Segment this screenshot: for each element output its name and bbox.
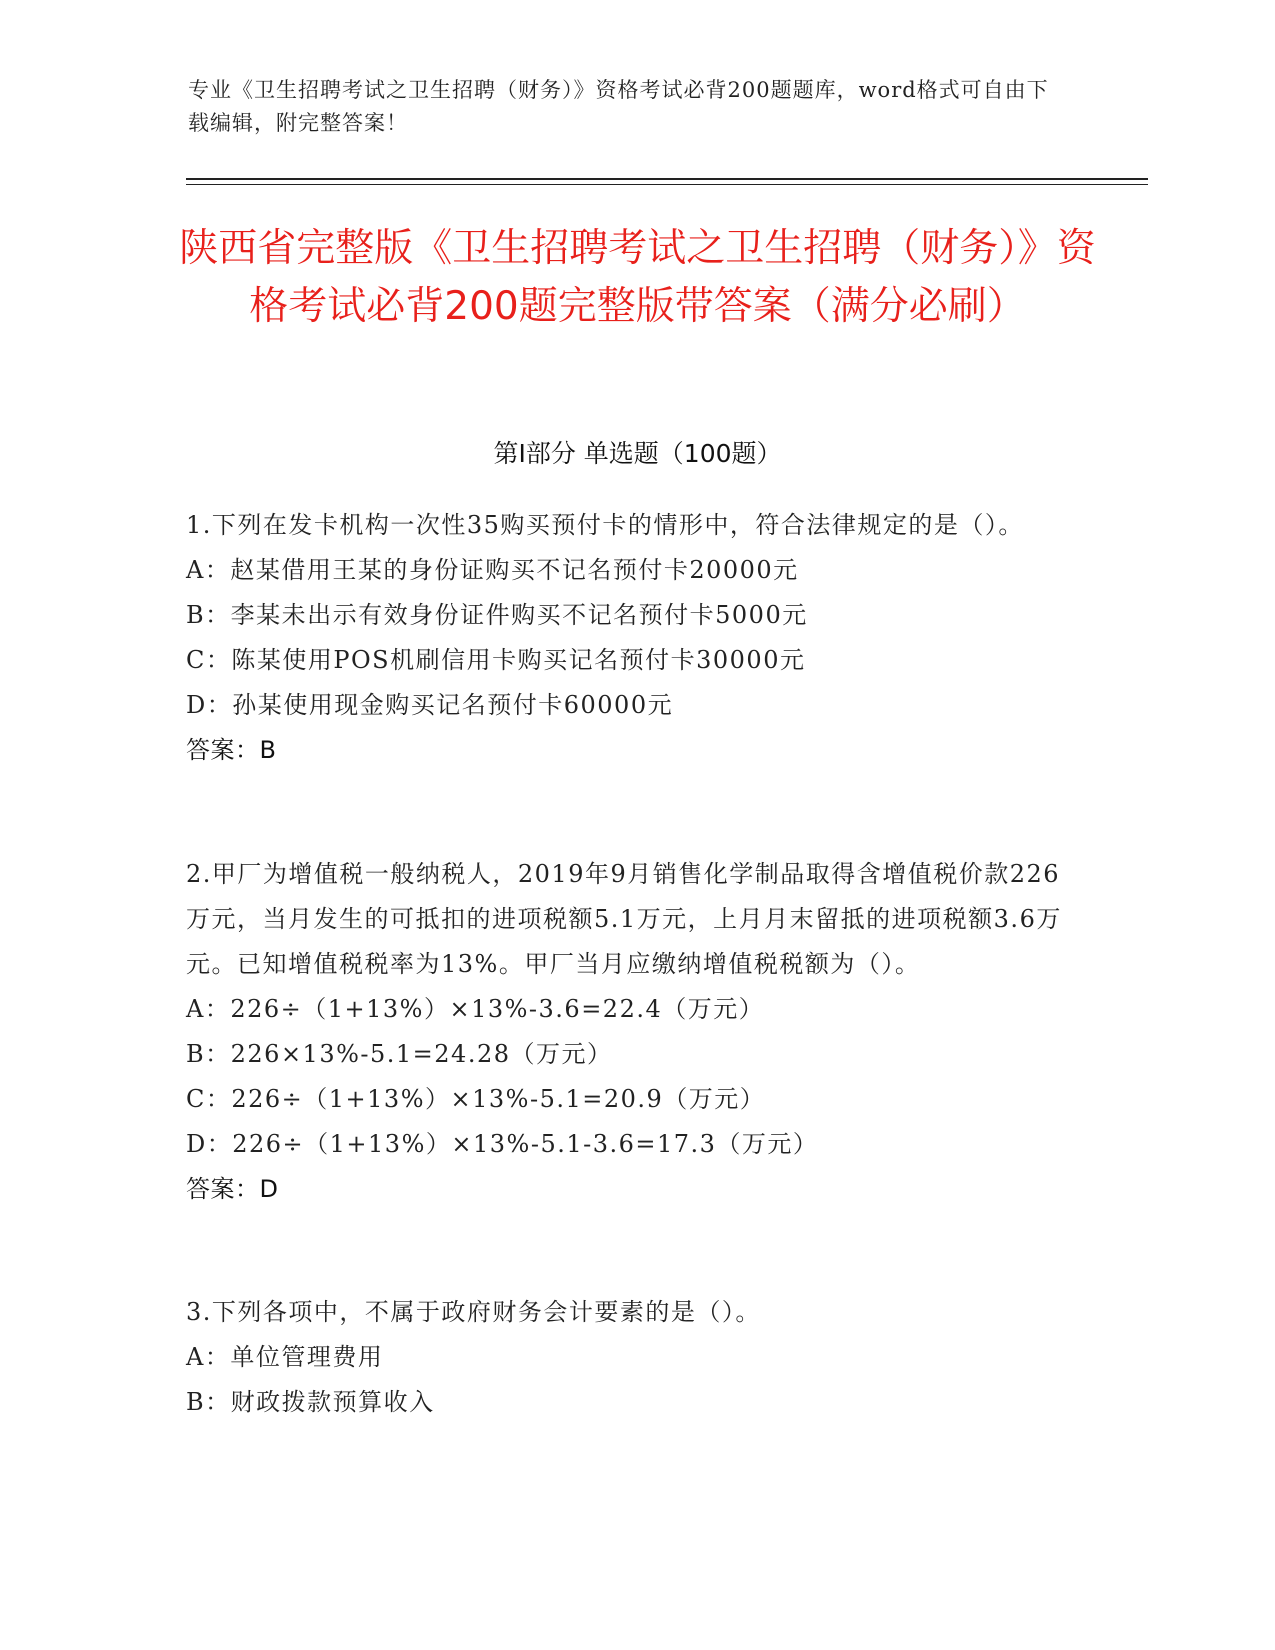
option-b: B：226×13%-5.1=24.28（万元） [186, 1040, 613, 1068]
question-2 [186, 852, 1076, 1212]
answer-line: 答案：B [186, 736, 277, 764]
question-stem: 2.甲厂为增值税一般纳税人，2019年9月销售化学制品取得含增值税价款226万元，当月发生的可抵扣的进项税额5.1万元，上月月末留抵的进项税额3.6万元。已知增值税税率为13%。甲厂当月应缴纳增值税税额为（）。 [186, 860, 1062, 978]
option-c: C：陈某使用POS机刷信用卡购买记名预付卡30000元 [186, 646, 806, 674]
question-stem: 3.下列各项中，不属于政府财务会计要素的是（）。 [186, 1298, 761, 1326]
option-c: C：226÷（1+13%）×13%-5.1=20.9（万元） [186, 1085, 766, 1113]
option-b: B：李某未出示有效身份证件购买不记名预付卡5000元 [186, 601, 808, 629]
option-d: D：226÷（1+13%）×13%-5.1-3.6=17.3（万元） [186, 1130, 819, 1158]
option-d: D：孙某使用现金购买记名预付卡60000元 [186, 691, 674, 719]
section-heading: 第I部分 单选题（100题） [493, 439, 782, 468]
answer-line: 答案：D [186, 1175, 279, 1203]
question-stem: 1.下列在发卡机构一次性35购买预付卡的情形中，符合法律规定的是（）。 [186, 511, 1024, 539]
option-b: B：财政拨款预算收入 [186, 1388, 435, 1416]
header-divider-thin [186, 184, 1148, 185]
question-3 [186, 1290, 1076, 1425]
option-a: A：单位管理费用 [186, 1343, 384, 1371]
document-title: 陕西省完整版《卫生招聘考试之卫生招聘（财务）》资格考试必背200题完整版带答案（满分必刷） [179, 226, 1096, 329]
option-a: A：226÷（1+13%）×13%-3.6=22.4（万元） [186, 995, 765, 1023]
question-1 [186, 503, 1076, 773]
header-note: 专业《卫生招聘考试之卫生招聘（财务）》资格考试必背200题题库，word格式可自由下载编辑，附完整答案！ [188, 78, 1049, 135]
header-divider-thick [186, 178, 1148, 180]
option-a: A：赵某借用王某的身份证购买不记名预付卡20000元 [186, 556, 799, 584]
